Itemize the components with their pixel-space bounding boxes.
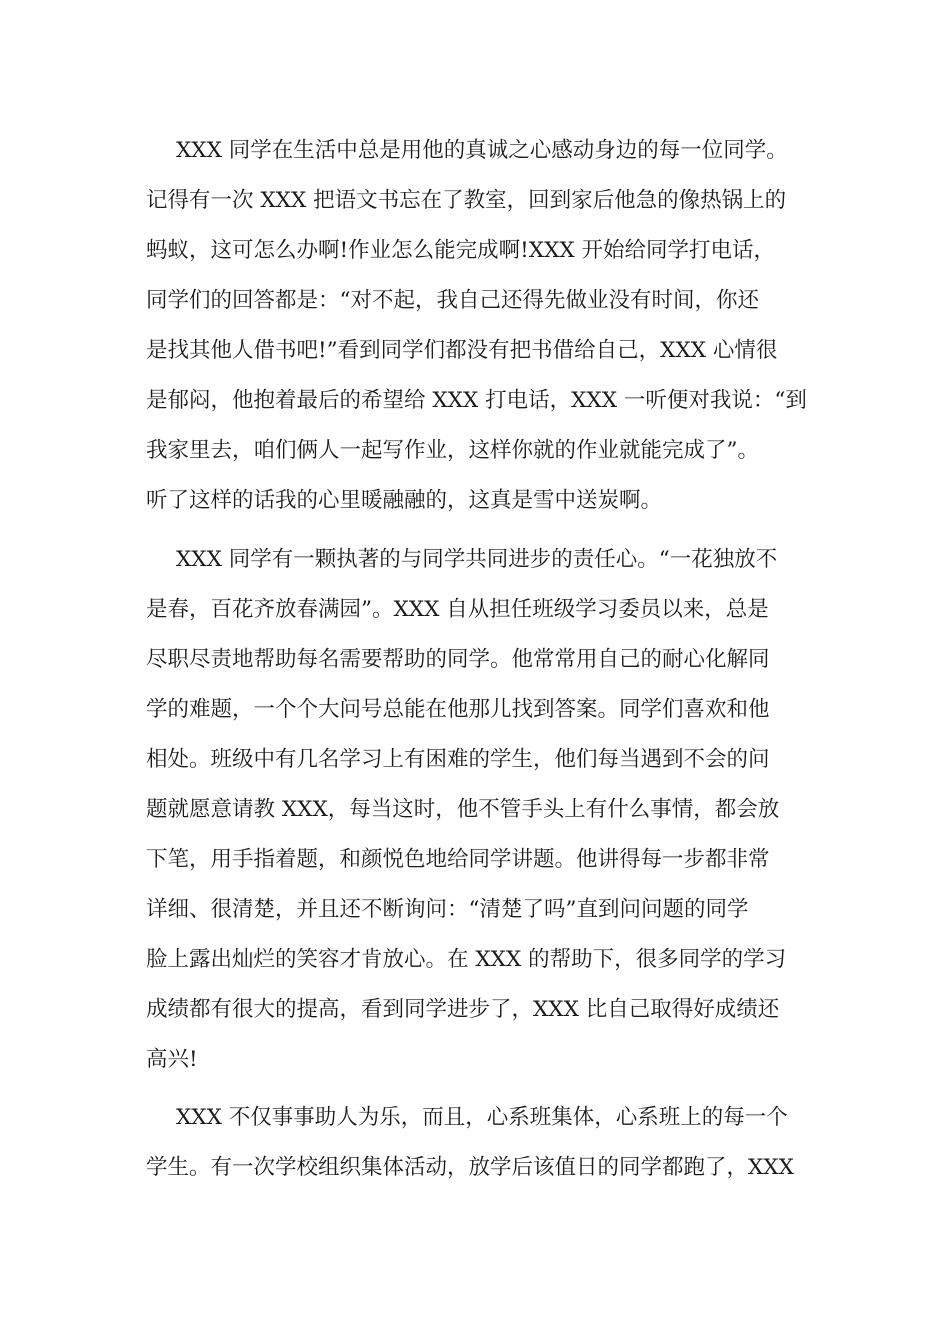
paragraph-line: 记得有一次 XXX 把语文书忘在了教室，回到家后他急的像热锅上的 (146, 188, 787, 213)
paragraph-line: 题就愿意请教 XXX，每当这时，他不管手头上有什么事情，都会放 (146, 797, 780, 822)
paragraph-line: 是春，百花齐放春满园”。XXX 自从担任班级学习委员以来，总是 (146, 597, 769, 622)
paragraph-line: 详细、很清楚，并且还不断询问：“清楚了吗”直到问问题的同学 (146, 897, 749, 922)
paragraph-line: 尽职尽责地帮助每名需要帮助的同学。他常常用自己的耐心化解同 (146, 647, 770, 672)
paragraph-line: 是郁闷，他抱着最后的希望给 XXX 打电话，XXX 一听便对我说：“到 (146, 388, 807, 413)
paragraph-line: XXX 同学有一颗执著的与同学共同进步的责任心。“一花独放不 (176, 547, 778, 572)
paragraph-line: 下笔，用手指着题，和颜悦色地给同学讲题。他讲得每一步都非常 (146, 847, 770, 872)
paragraph-line: XXX 同学在生活中总是用他的真诚之心感动身边的每一位同学。 (176, 138, 788, 163)
paragraph-line: 学的难题，一个个大问号总能在他那儿找到答案。同学们喜欢和他 (146, 697, 770, 722)
paragraph-line: XXX 不仅事事助人为乐，而且，心系班集体，心系班上的每一个 (176, 1105, 788, 1130)
paragraph-line: 是找其他人借书吧!”看到同学们都没有把书借给自己，XXX 心情很 (146, 338, 778, 363)
paragraph-line: 蚂蚁，这可怎么办啊!作业怎么能完成啊!XXX 开始给同学打电话， (146, 238, 776, 263)
paragraph-line: 成绩都有很大的提高，看到同学进步了，XXX 比自己取得好成绩还 (146, 997, 780, 1022)
paragraph-line: 相处。班级中有几名学习上有困难的学生，他们每当遇到不会的问 (146, 747, 770, 772)
paragraph-line: 同学们的回答都是：“对不起，我自己还得先做业没有时间，你还 (146, 288, 759, 313)
paragraph-line: 高兴! (146, 1047, 198, 1072)
paragraph-line: 我家里去，咱们俩人一起写作业，这样你就的作业就能完成了”。 (146, 438, 759, 463)
paragraph-line: 听了这样的话我的心里暖融融的，这真是雪中送炭啊。 (146, 488, 663, 513)
paragraph-line: 学生。有一次学校组织集体活动，放学后该值日的同学都跑了，XXX (146, 1155, 794, 1180)
paragraph-line: 脸上露出灿烂的笑容才肯放心。在 XXX 的帮助下，很多同学的学习 (146, 947, 787, 972)
